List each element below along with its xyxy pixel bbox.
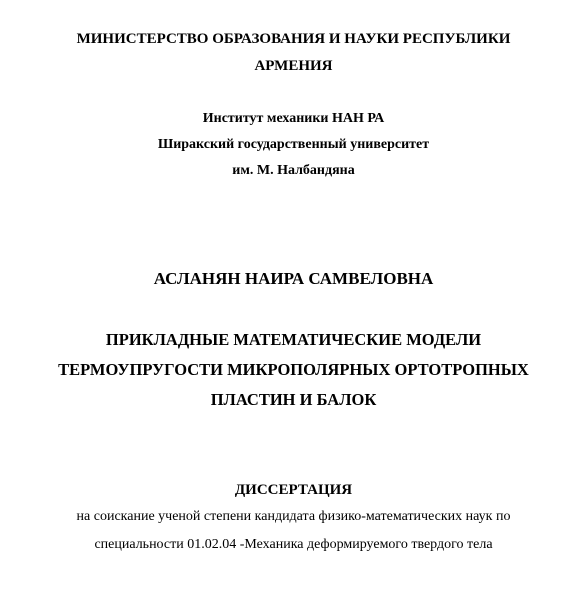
institution-line-1: Институт механики НАН РА [202, 111, 385, 126]
dissertation-title-line-2: ТЕРМОУПРУГОСТИ МИКРОПОЛЯРНЫХ ОРТОТРОПНЫХ [58, 360, 529, 379]
dissertation-label: ДИССЕРТАЦИЯ [234, 482, 353, 498]
ministry-name-line-1: МИНИСТЕРСТВО ОБРАЗОВАНИЯ И НАУКИ РЕСПУБЛИКИ [76, 31, 511, 47]
dissertation-title-line-1: ПРИКЛАДНЫЕ МАТЕМАТИЧЕСКИЕ МОДЕЛИ [105, 330, 482, 349]
institution-line-3: им. М. Налбандяна [232, 163, 355, 178]
degree-description-line-1: на соискание ученой степени кандидата физико-математических наук по [76, 509, 511, 524]
degree-description-line-2: специальности 01.02.04 -Механика деформируемого твердого тела [94, 537, 493, 552]
author-name: АСЛАНЯН НАИРА САМВЕЛОВНА [153, 269, 434, 288]
ministry-name-line-2: АРМЕНИЯ [254, 58, 333, 74]
institution-line-2: Ширакский государственный университет [157, 137, 430, 152]
dissertation-title-line-3: ПЛАСТИН И БАЛОК [210, 390, 377, 409]
